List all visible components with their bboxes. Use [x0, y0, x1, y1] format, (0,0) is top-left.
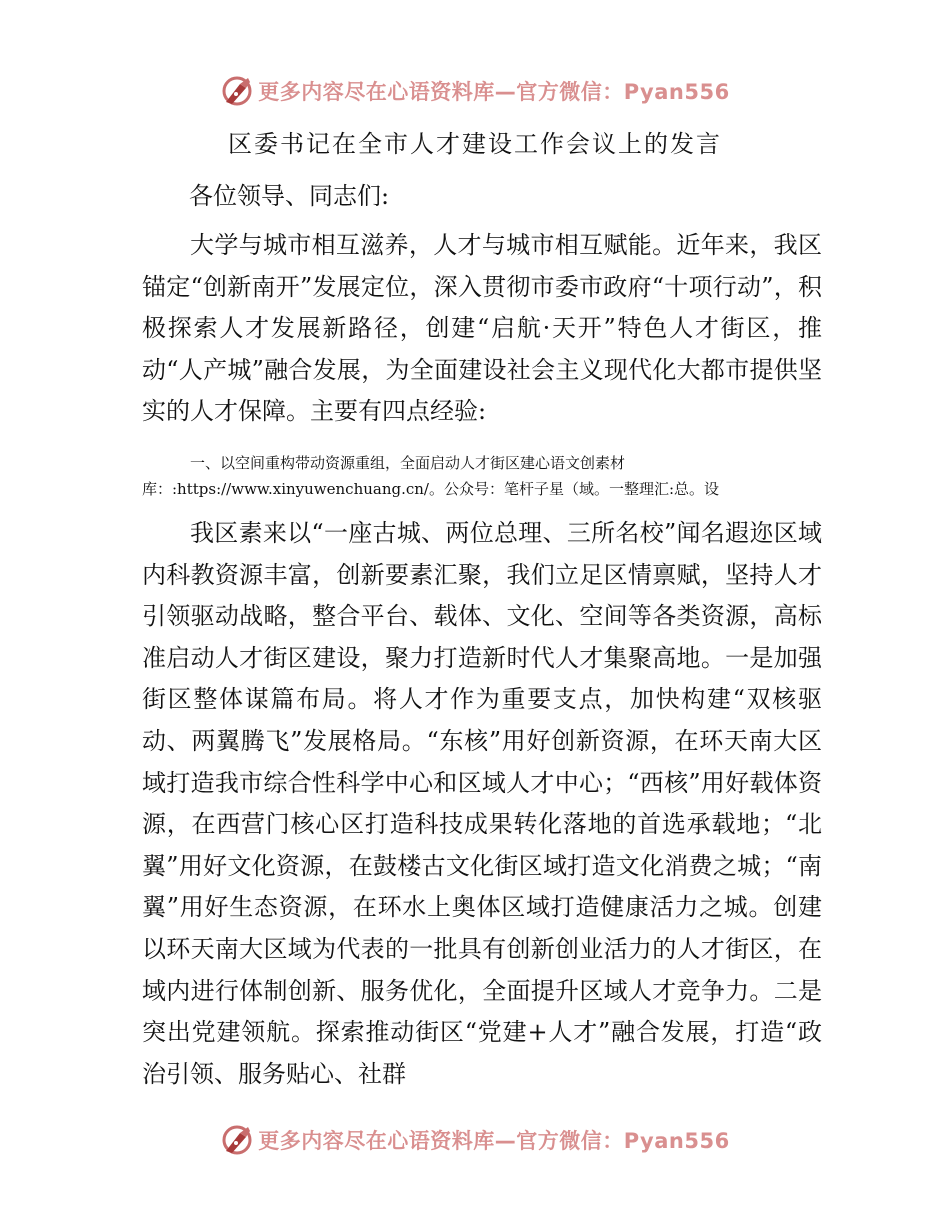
- watermark-text: 更多内容尽在心语资料库—官方微信：Pyan556: [258, 1129, 730, 1153]
- footer-watermark-banner: [0, 1120, 950, 1160]
- intro-paragraph: 大学与城市相互滋养，人才与城市相互赋能。近年来，我区锚定“创新南开”发展定位，深入贯彻市委市政府“十项行动”，积极探索人才发展新路径，创建“启航·天开”特色人才街区，推动“人产城”融合发展，为全面建设社会主义现代化大都市提供坚实的人才保障。主要有四点经验:: [142, 231, 822, 426]
- body-paragraph: 我区素来以“一座古城、两位总理、三所名校”闻名遐迩区域内科教资源丰富，创新要素汇聚，我们立足区情禀赋，坚持人才引领驱动战略，整合平台、载体、文化、空间等各类资源，高标准启动人才街区建设，聚力打造新时代人才集聚高地。一是加强街区整体谋篇布局。将人才作为重要支点，加快构建“双核驱动、两翼腾飞”发展格局。“东核”用好创新资源，在环天南大区域打造我市综合性科学中心和区域人才中心；“西核”用好载体资源，在西营门核心区打造科技成果转化落地的首选承载地；“北翼”用好文化资源，在鼓楼古文化街区域打造文化消费之城；“南翼”用好生态资源，在环水上奥体区域打造健康活力之城。创建以环天南大区域为代表的一批具有创新创业活力的人才街区，在域内进行体制创新、服务优化，全面提升区域人才竞争力。二是突出党建领航。探索推动街区“党建+人才”融合发展，打造“政治引领、服务贴心、社群: [142, 519, 822, 1088]
- greeting: 各位领导、同志们:: [189, 182, 390, 210]
- pen-nib-logo-icon: [220, 1123, 254, 1157]
- section-heading: 一、以空间重构带动资源重组，全面启动人才街区建心语文创素材库：:https://www.xinyuwenchuang.cn/。公众号：笔杆子星（域。一整理汇:总。设: [142, 454, 720, 498]
- header-watermark-banner: [0, 71, 950, 111]
- pen-nib-logo-icon: [220, 74, 254, 108]
- watermark-text: 更多内容尽在心语资料库—官方微信：Pyan556: [258, 80, 730, 104]
- page-title: 区委书记在全市人才建设工作会议上的发言: [228, 130, 722, 158]
